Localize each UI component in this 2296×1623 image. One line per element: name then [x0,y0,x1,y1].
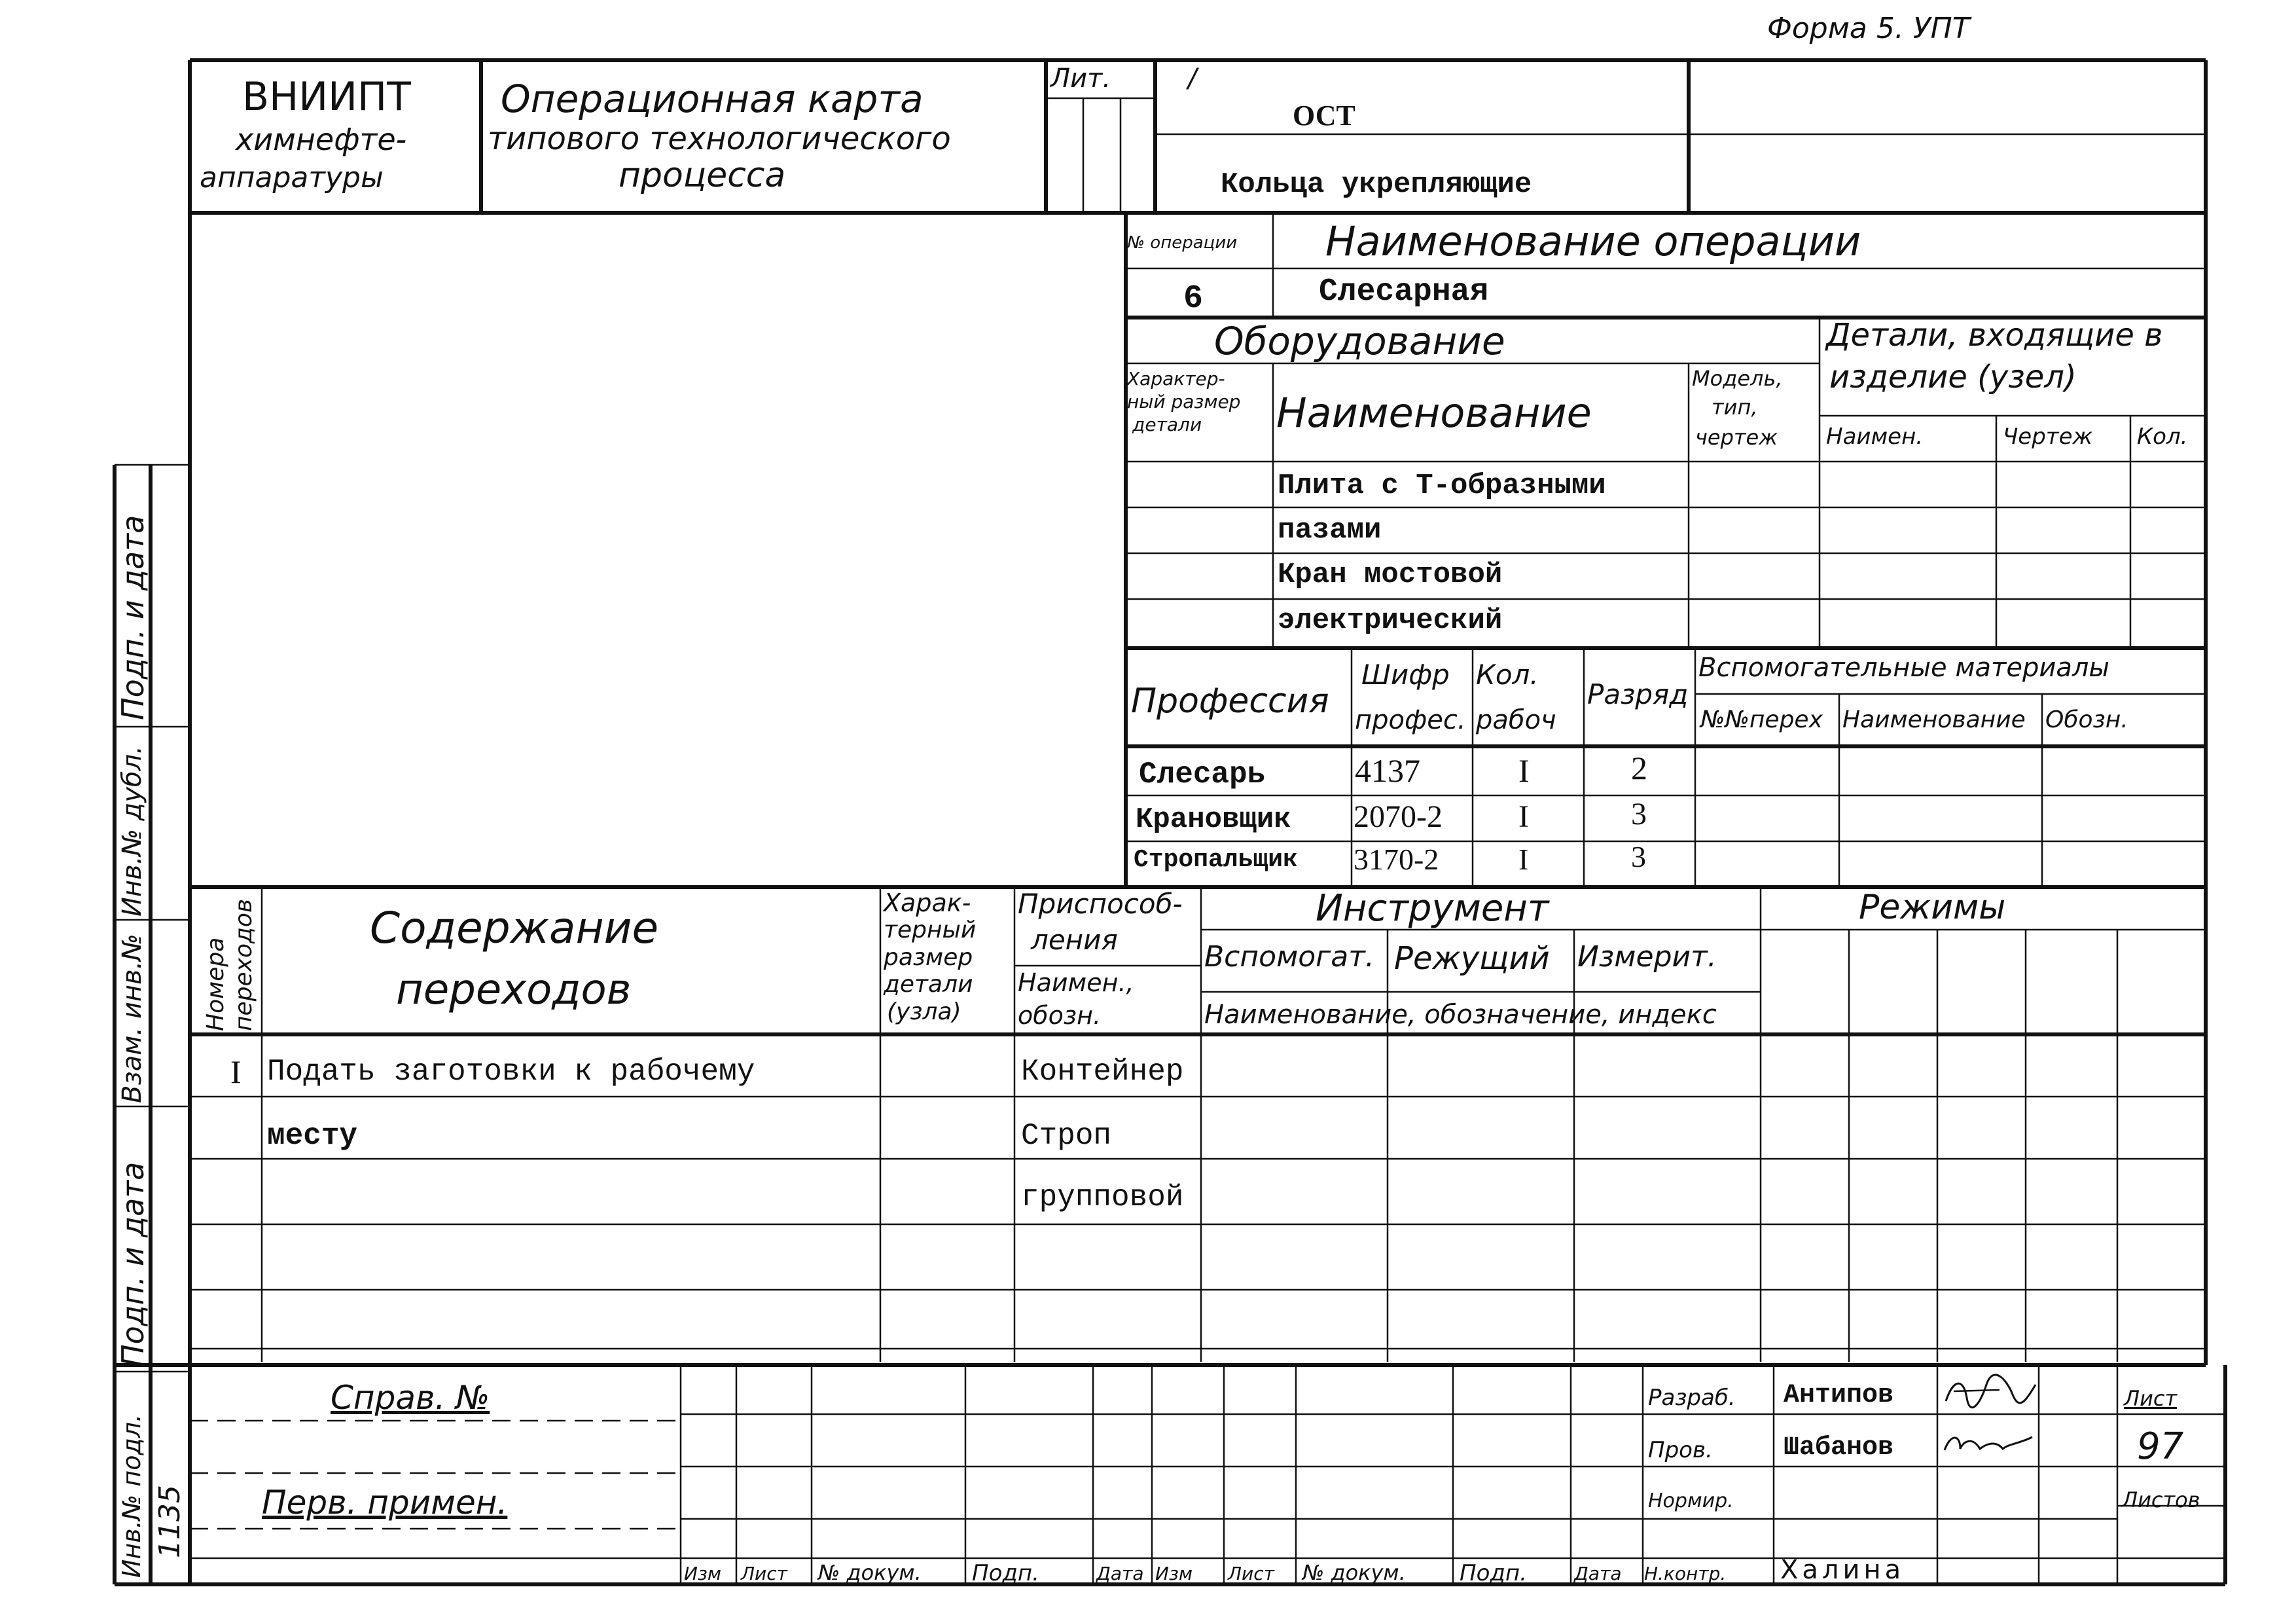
content-header-line2: переходов [396,966,632,1014]
stamp-col: Дата [1096,1563,1144,1584]
equip-size-line3: детали [1132,414,1202,435]
stamp-col: Изм [1155,1563,1193,1584]
equip-model-line3: чертеж [1695,425,1778,450]
stamp-col: Лист [741,1563,787,1584]
equip-name-header: Наименование [1276,389,1592,437]
margin-sign-date-1: Подп. и дата [115,515,151,720]
transition-num-header-line2: переходов [230,898,257,1031]
char-size-line5: (узла) [887,998,961,1025]
equipment-row: пазами [1278,514,1382,547]
operation-num-label: № операции [1127,233,1238,253]
stamp-col: № докум. [818,1560,922,1585]
developer-signature [1941,1372,2039,1411]
code-header-line2: профес. [1355,705,1466,735]
worker-profession: Слесарь [1139,757,1266,792]
developer-name: Антипов [1784,1381,1894,1410]
standard-label: ОСТ [1293,100,1355,132]
aux-col-transition: №№перех [1700,706,1823,733]
role-developer: Разраб. [1648,1385,1736,1411]
equipment-title: Оборудование [1214,319,1505,363]
card-title-line3: процесса [619,156,786,195]
org-name-line3: аппаратуры [200,161,384,194]
stamp-col: Изм [684,1563,721,1584]
worker-code: 3170-2 [1354,843,1439,876]
lit-label: Лит. [1050,64,1111,94]
org-name-line2: химнефте- [236,122,407,157]
aux-col-name: Наименование [1842,706,2026,733]
sheet-number: 97 [2137,1425,2184,1468]
transition-fixture: групповой [1021,1180,1184,1214]
stamp-col: Дата [1574,1563,1622,1584]
code-header-line1: Шифр [1361,659,1450,691]
equipment-row: Плита с Т-образными [1278,469,1606,502]
transition-fixture: Контейнер [1021,1055,1184,1089]
equipment-row: электрический [1278,604,1503,637]
worker-grade: 2 [1631,750,1647,786]
worker-grade: 3 [1631,797,1647,831]
inventory-number: 1135 [153,1485,187,1558]
role-normcontrol: Нормир. [1648,1489,1734,1512]
aux-col-designation: Обозн. [2045,706,2128,733]
role-checker: Пров. [1648,1437,1713,1463]
parts-title-line1: Детали, входящие в [1826,317,2163,354]
fixture-header-line2: ления [1031,924,1118,956]
content-header-line1: Содержание [370,903,659,953]
tool-title: Инструмент [1316,887,1549,930]
equip-model-line2: тип, [1712,395,1758,420]
tick-mark: / [1188,64,1197,94]
worker-count: I [1518,843,1529,876]
role-n-control: Н.контр. [1644,1563,1727,1584]
equip-model-line1: Модель, [1692,366,1783,391]
org-name-line1: ВНИИПТ [242,74,411,120]
operation-num: 6 [1183,280,1204,318]
fixture-header-line3: Наимен., [1018,968,1134,997]
worker-code: 2070-2 [1354,799,1443,834]
parts-col-name: Наимен. [1826,424,1924,450]
worker-code: 4137 [1355,752,1420,789]
checker-name: Шабанов [1784,1433,1894,1463]
tool-col-cutting: Режущий [1394,940,1550,977]
worker-count: I [1518,752,1530,789]
margin-orig-inv: Инв.№ подл. [117,1413,146,1578]
char-size-line2: терный [884,917,977,943]
first-use-label: Перв. примен. [262,1484,508,1522]
parts-title-line2: изделие (узел) [1829,359,2077,395]
part-name: Кольца укрепляющие [1221,168,1532,201]
fixture-header-line1: Приспособ- [1018,888,1183,920]
transition-content: месту [267,1119,358,1153]
worker-profession: Стропальщик [1134,846,1298,874]
char-size-line1: Харак- [884,888,971,917]
card-title-line1: Операционная карта [501,77,924,121]
profession-header: Профессия [1131,682,1329,721]
tool-col-aux: Вспомогат. [1204,940,1374,974]
modes-title: Режимы [1859,888,2006,927]
checker-signature [1941,1424,2039,1463]
aux-materials-title: Вспомогательные материалы [1698,653,2109,683]
char-size-line4: детали [884,971,973,998]
margin-sign-date-2: Подп. и дата [115,1161,151,1367]
equip-size-line2: ный размер [1127,391,1241,412]
transition-num-header-line1: Номера [202,937,229,1031]
equipment-row: Кран мостовой [1278,558,1503,591]
worker-grade: 3 [1631,840,1646,873]
stamp-col: Подп. [972,1560,1039,1586]
margin-dup-inv: Инв.№ дубл. [117,746,147,917]
operation-name: Слесарная [1319,274,1489,310]
transition-num: I [230,1053,242,1090]
stamp-col: Лист [1228,1563,1274,1584]
operation-name-label: Наименование операции [1325,217,1861,265]
fixture-header-line4: обозн. [1018,1001,1102,1030]
worker-count: I [1518,799,1529,834]
card-title-line2: типового технологического [488,120,951,157]
stamp-col: № докум. [1302,1560,1406,1585]
tool-subheader: Наименование, обозначение, индекс [1204,1000,1717,1030]
equip-size-line1: Характер- [1127,368,1225,390]
transition-content: Подать заготовки к рабочему [267,1055,755,1089]
transition-fixture: Строп [1021,1119,1112,1153]
worker-profession: Крановщик [1136,803,1291,836]
parts-col-drawing: Чертеж [2003,424,2093,450]
margin-replace-inv: Взам. инв.№ [117,934,147,1103]
sheets-label: Листов [2122,1487,2200,1512]
sheet-label: Лист [2124,1386,2178,1411]
form-label: Форма 5. УПТ [1767,12,1970,45]
parts-col-qty: Кол. [2137,424,2188,450]
stamp-col: Подп. [1460,1560,1527,1586]
tool-col-measuring: Измерит. [1577,940,1717,974]
n-control-name: Халина [1780,1555,1905,1585]
grade-header: Разряд [1587,678,1689,710]
reference-label: Справ. № [331,1379,490,1417]
count-header-line2: рабоч [1476,705,1556,735]
count-header-line1: Кол. [1476,659,1539,691]
char-size-line3: размер [884,944,973,971]
